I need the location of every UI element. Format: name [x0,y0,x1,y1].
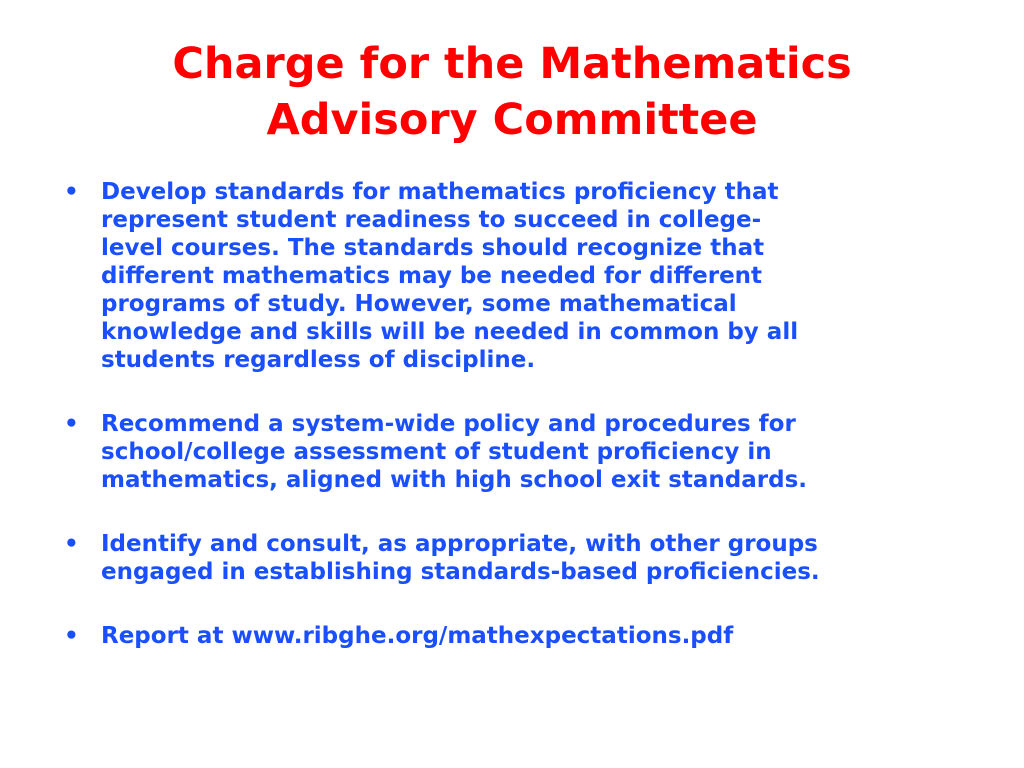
bullet-icon: • [64,179,79,205]
bullet-item-consult [56,530,986,586]
bullet-icon: • [64,531,79,557]
bullet-text-standards: Develop standards for mathematics proficiency that represent student readiness to succeed in college- level courses. The standards should recognize that different mathematics may be needed for different programs of study. However, some mathematical knowledge and skills will be needed in common by all students regardless of discipline. [101,179,799,373]
bullet-text-policy: Recommend a system-wide policy and procedures for school/college assessment of student proficiency in mathematics, aligned with high school exit standards. [101,411,808,493]
bullet-item-standards [56,178,986,374]
slide-title-line-2: Advisory Committee [266,95,758,145]
bullet-text-report: Report at www.ribghe.org/mathexpectations.pdf [101,623,734,649]
bullet-icon: • [64,623,79,649]
bullet-list [56,178,986,686]
slide-title-line-1: Charge for the Mathematics [172,39,852,89]
bullet-text-consult: Identify and consult, as appropriate, with other groups engaged in establishing standards-based proficiencies. [101,531,820,585]
bullet-item-policy [56,410,986,494]
slide-title [40,36,984,148]
bullet-icon: • [64,411,79,437]
bullet-item-report [56,622,986,650]
